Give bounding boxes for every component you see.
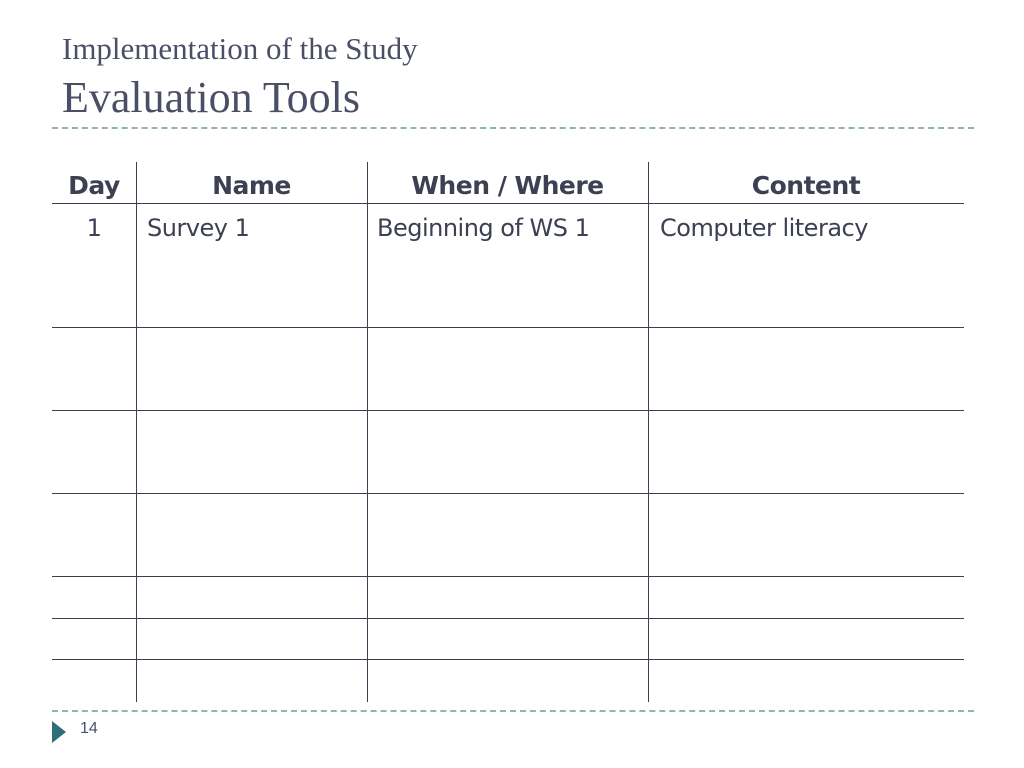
header-name: Name [212, 171, 291, 200]
page-number: 14 [80, 720, 98, 737]
table-row-rule [52, 618, 964, 619]
cell-name: Survey 1 [147, 214, 250, 242]
slide-title: Evaluation Tools [62, 73, 360, 122]
header-day: Day [68, 171, 120, 200]
header-when-where: When / Where [411, 171, 604, 200]
table-header-rule [52, 203, 964, 204]
bottom-divider [52, 710, 974, 712]
table-column-rule [367, 162, 368, 702]
cell-content: Computer literacy [660, 214, 868, 242]
table-row-rule [52, 659, 964, 660]
slide-subtitle: Implementation of the Study [62, 31, 418, 66]
table-row-rule [52, 410, 964, 411]
table-row-rule [52, 493, 964, 494]
play-arrow-icon [52, 721, 66, 743]
cell-when-where: Beginning of WS 1 [377, 214, 590, 242]
header-content: Content [751, 171, 861, 200]
table-column-rule [648, 162, 649, 702]
cell-day: 1 [86, 214, 102, 242]
table-row-rule [52, 327, 964, 328]
table-row-rule [52, 576, 964, 577]
table-column-rule [136, 162, 137, 702]
